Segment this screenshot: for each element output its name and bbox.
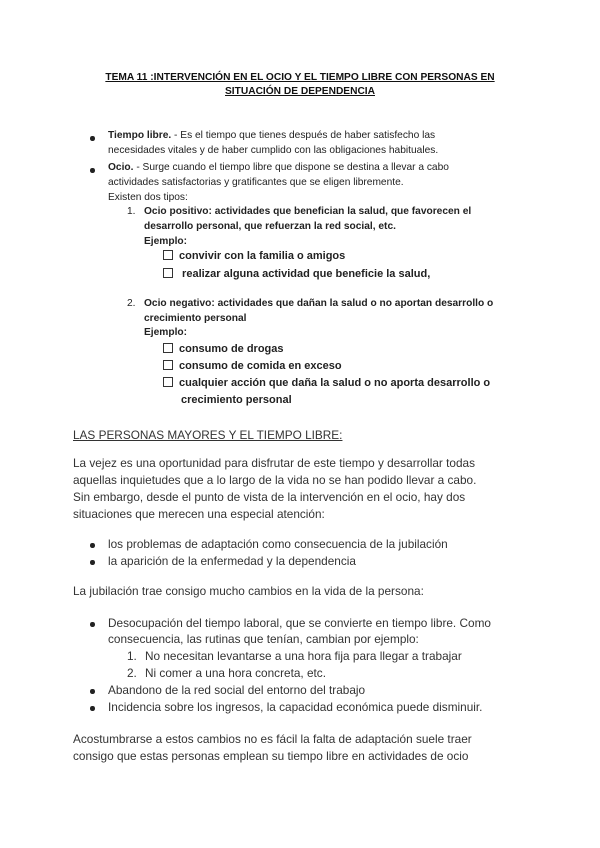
- checklist-item: [163, 268, 430, 280]
- checklist-item: [163, 360, 342, 372]
- type-positive-title: Ocio positivo: actividades que benefician la salud, que favorecen el: [144, 206, 472, 217]
- list-number: 1.: [127, 206, 136, 217]
- definition-text: - Surge cuando el tiempo libre que dispone se destina a llevar a cabo: [133, 162, 449, 173]
- definition-tiempo-libre: [108, 130, 435, 141]
- sub-list-item: No necesitan levantarse a una hora fija para llegar a trabajar: [145, 649, 462, 663]
- page-title-line-2: SITUACIÓN DE DEPENDENCIA: [225, 86, 375, 97]
- section-heading: LAS PERSONAS MAYORES Y EL TIEMPO LIBRE:: [73, 428, 343, 442]
- checklist-item-text: cualquier acción que daña la salud o no aporta desarrollo o: [179, 377, 491, 389]
- paragraph-line: aquellas inquietudes que a lo largo de la vida no se han podido llevar a cabo.: [73, 473, 477, 487]
- bullet-icon: [90, 706, 95, 711]
- checkbox-icon: [163, 377, 173, 387]
- bullet-icon: [90, 168, 95, 173]
- paragraph-line: consigo que estas personas emplean su tiempo libre en actividades de ocio: [73, 749, 469, 763]
- definition-ocio: [108, 162, 449, 173]
- checklist-item: [163, 377, 490, 389]
- checklist-item: [163, 343, 284, 355]
- checklist-item-text: consumo de drogas: [179, 343, 284, 355]
- checklist-item-text: realizar alguna actividad que beneficie la salud,: [179, 268, 431, 280]
- list-item: los problemas de adaptación como consecuencia de la jubilación: [108, 537, 448, 551]
- list-number: 1.: [127, 649, 137, 663]
- type-negative-continuation: crecimiento personal: [144, 313, 247, 324]
- list-item: la aparición de la enfermedad y la dependencia: [108, 554, 356, 568]
- list-item: Desocupación del tiempo laboral, que se convierte en tiempo libre. Como: [108, 616, 491, 630]
- type-negative-title: Ocio negativo: actividades que dañan la salud o no aportan desarrollo o: [144, 298, 494, 309]
- checklist-item-text: consumo de comida en exceso: [179, 360, 342, 372]
- definition-text: - Es el tiempo que tienes después de haber satisfecho las: [171, 130, 436, 141]
- list-number: 2.: [127, 298, 136, 309]
- example-label: Ejemplo:: [144, 327, 188, 338]
- list-number: 2.: [127, 666, 137, 680]
- bullet-icon: [90, 622, 95, 627]
- checkbox-icon: [163, 360, 173, 370]
- page-title-line-1: TEMA 11 :INTERVENCIÓN EN EL OCIO Y EL TIEMPO LIBRE CON PERSONAS EN: [105, 72, 495, 83]
- term-tiempo-libre: Tiempo libre.: [108, 130, 172, 141]
- definition-continuation: actividades satisfactorias y gratificantes que se eligen libremente.: [108, 177, 404, 188]
- bullet-icon: [90, 560, 95, 565]
- list-item-continuation: consecuencia, las rutinas que tenían, cambian por ejemplo:: [108, 632, 419, 646]
- list-item: Abandono de la red social del entorno del trabajo: [108, 683, 366, 697]
- paragraph-line: Acostumbrarse a estos cambios no es fácil la falta de adaptación suele traer: [73, 732, 472, 746]
- bullet-icon: [90, 689, 95, 694]
- term-ocio: Ocio.: [108, 162, 134, 173]
- checkbox-icon: [163, 250, 173, 260]
- bullet-icon: [90, 543, 95, 548]
- types-intro: Existen dos tipos:: [108, 192, 188, 203]
- checklist-item-text: convivir con la familia o amigos: [179, 250, 346, 262]
- paragraph-line: La vejez es una oportunidad para disfrutar de este tiempo y desarrollar todas: [73, 456, 475, 470]
- checkbox-icon: [163, 343, 173, 353]
- type-positive-continuation: desarrollo personal, que refuerzan la red social, etc.: [144, 221, 396, 232]
- paragraph-line: Sin embargo, desde el punto de vista de la intervención en el ocio, hay dos: [73, 490, 466, 504]
- bullet-icon: [90, 136, 95, 141]
- sub-list-item: Ni comer a una hora concreta, etc.: [145, 666, 326, 680]
- checklist-item: [163, 250, 345, 262]
- checklist-item-continuation: crecimiento personal: [181, 394, 292, 406]
- paragraph-line: situaciones que merecen una especial atención:: [73, 507, 325, 521]
- paragraph-line: La jubilación trae consigo mucho cambios en la vida de la persona:: [73, 584, 424, 598]
- checkbox-icon: [163, 268, 173, 278]
- list-item: Incidencia sobre los ingresos, la capacidad económica puede disminuir.: [108, 700, 483, 714]
- definition-continuation: necesidades vitales y de haber cumplido con las obligaciones habituales.: [108, 145, 439, 156]
- example-label: Ejemplo:: [144, 236, 188, 247]
